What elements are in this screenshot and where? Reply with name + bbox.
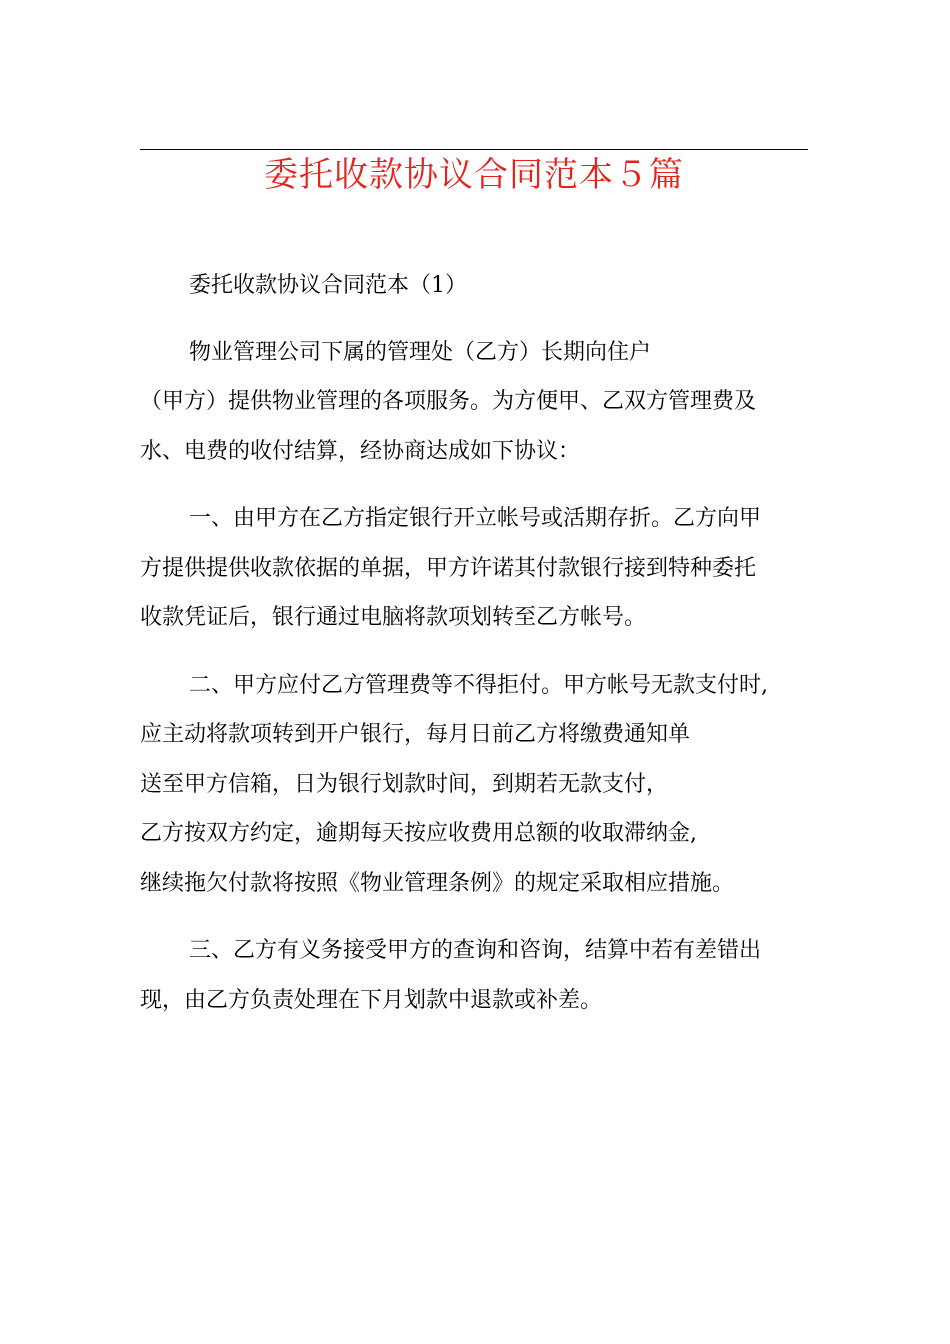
paragraph-2-line-1: 一、由甲方在乙方指定银行开立帐号或活期存折。乙方向甲	[189, 506, 762, 531]
paragraph-3-line-3: 送至甲方信箱，日为银行划款时间，到期若无款支付，	[140, 772, 669, 797]
paragraph-3-line-1: 二、甲方应付乙方管理费等不得拒付。甲方帐号无款支付时,	[189, 673, 768, 698]
paragraph-3-line-4: 乙方按双方约定，逾期每天按应收费用总额的收取滞纳金,	[140, 821, 697, 846]
paragraph-2-line-2: 方提供提供收款依据的单据，甲方许诺其付款银行接到特种委托	[140, 556, 757, 581]
document-title: 委托收款协议合同范本５篇	[264, 155, 684, 195]
paragraph-2-line-3: 收款凭证后，银行通过电脑将款项划转至乙方帐号。	[140, 605, 647, 630]
paragraph-4-line-2: 现，由乙方负责处理在下月划款中退款或补差。	[140, 988, 603, 1013]
paragraph-1-line-2: （甲方）提供物业管理的各项服务。为方便甲、乙双方管理费及	[140, 389, 757, 414]
paragraph-3-line-5: 继续拖欠付款将按照《物业管理条例》的规定采取相应措施。	[140, 871, 735, 896]
paragraph-4-line-1: 三、乙方有义务接受甲方的查询和咨询，结算中若有差错出	[189, 938, 762, 963]
section-heading: 委托收款协议合同范本（1）	[189, 273, 467, 298]
paragraph-1-line-3: 水、电费的收付结算，经协商达成如下协议：	[140, 439, 581, 464]
paragraph-1-line-1: 物业管理公司下属的管理处（乙方）长期向住户	[189, 340, 652, 365]
paragraph-3-line-2: 应主动将款项转到开户银行，每月日前乙方将缴费通知单	[140, 722, 691, 747]
